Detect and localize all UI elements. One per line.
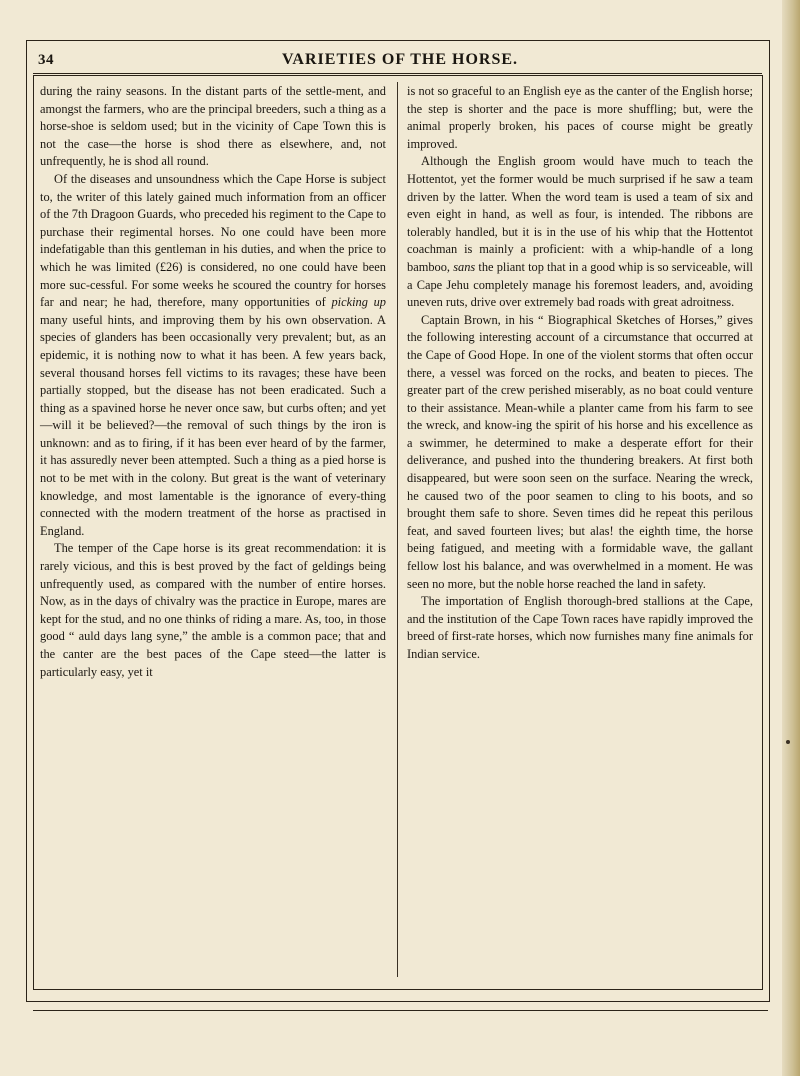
- left-column: [40, 83, 386, 681]
- italic-text: picking up: [331, 295, 386, 310]
- page-number: 34: [38, 52, 54, 68]
- paragraph: [407, 83, 753, 153]
- paragraph-text: Captain Brown, in his “ Biographical Sketches of Horses,” gives the following interesting account of a circumstance that occurred at the Cape of Good Hope. In one of the violent storms that often occur there, a vessel was forced on the rocks, and beaten to pieces. The greater part of the crew perished miserably, as no boat could venture to their assistance. Mean-while a planter came from his farm to see the wreck, and know-ing the spirit of his horse and his excellence as a swimmer, he determined to make a desperate effort for their deliverance, and pushed into the thundering breakers. At first both disappeared, but were soon seen on the surface. Nearing the wreck, he caused two of the poor seamen to cling to his boots, and so brought them safe to shore. Seven times did he repeat this perilous feat, and saved fourteen lives; but alas! the eighth time, the horse being fatigued, and meeting with a formidable wave, the gallant fellow lost his balance, and was overwhelmed in a moment. He was seen no more, but the noble horse reached the land in safety.: [407, 312, 753, 591]
- paragraph-text: the pliant top that in a good whip is so serviceable, will a Cape Jehu completely manage his foremost leaders, and, avoiding uneven ruts, drive over extremely bad roads with great adroitness.: [407, 259, 753, 310]
- paragraph: [407, 153, 753, 311]
- running-title: VARIETIES OF THE HORSE.: [281, 51, 519, 68]
- header-rule: [33, 73, 762, 74]
- paragraph: [407, 312, 753, 594]
- italic-text: sans: [453, 259, 476, 274]
- column-divider: [397, 82, 398, 977]
- paragraph: [40, 540, 386, 681]
- right-column: [407, 83, 753, 664]
- page-edge: [782, 0, 800, 1076]
- paragraph-text: during the rainy seasons. In the distant parts of the settle-ment, and amongst the farmers, who are the principal breeders, such a thing as a horse-shoe is seldom used; but in the vicinity of Cape Town this is not the case—the horse is shod there as elsewhere, and, not unfrequently, he is shod all round.: [40, 84, 386, 169]
- paragraph: [40, 83, 386, 171]
- paragraph-text: The importation of English thorough-bred stallions at the Cape, and the institution of the Cape Town races have rapidly improved the breed of first-rate horses, which now furnishes many fine animals for Indian service.: [407, 594, 753, 661]
- paragraph-text: The temper of the Cape horse is its great recommendation: it is rarely vicious, and this is best proved by the fact of geldings being unfrequently used, as compared with the number of entire horses. Now, as in the days of chivalry was the practice in Europe, mares are kept for the stud, and no one thinks of riding a mare. As, too, in those good “ auld days lang syne,” the amble is a common pace; that and the canter are the best paces of the Cape steed—the latter is particularly easy, yet it: [40, 541, 386, 679]
- paragraph-text: Although the English groom would have much to teach the Hottentot, yet the former would be much surprised if he saw a team driven by the latter. When the word team is used a team of six and even eight in hand, as well as four, is intended. The ribbons are tolerably handled, but it is in the use of his whip that the Hottentot coachman is mainly a proficient: with a whip-handle of a long bamboo,: [407, 154, 753, 274]
- paragraph-text: Of the diseases and unsoundness which the Cape Horse is subject to, the writer of this lately gained much information from an officer of the 7th Dragoon Guards, who preceded his regiment to the Cape to purchase their regimental horses. No one could have been more indefatigable than this gentleman in his duties, and when the price to which he was limited (£26) is considered, no one could have been more suc-cessful. For some weeks he scoured the country for horses far and near; he had, therefore, many opportunities of: [40, 171, 386, 310]
- paragraph: [40, 171, 386, 540]
- paragraph-text: many useful hints, and improving them by his own observation. A species of glanders has been occasionally very prevalent; but, as an epidemic, it is nothing now to what it has been. A few years back, several thousand horses fell victims to its ravages; these have been partially stopped, but the disease has not been eradicated. Such a thing as a spavined horse he never once saw, but curbs often; and yet—will it be believed?—the removal of such things by the iron is unknown: and as to firing, if it has been ever heard of by the farmer, it has assuredly never been attempted. Such a thing as a pied horse is not to be met with in the colony. But great is the want of veterinary knowledge, and most lamentable is the ignorance of every-thing connected with the modern treatment of the horse as practised in England.: [40, 312, 386, 538]
- paper-speck: [786, 740, 790, 744]
- paragraph-text: is not so graceful to an English eye as the canter of the English horse; the step is shorter and the pace is more shuffling; but, were the animal properly broken, his paces of course might be greatly improved.: [407, 84, 753, 151]
- paragraph: [407, 593, 753, 663]
- bottom-rule: [33, 1010, 768, 1011]
